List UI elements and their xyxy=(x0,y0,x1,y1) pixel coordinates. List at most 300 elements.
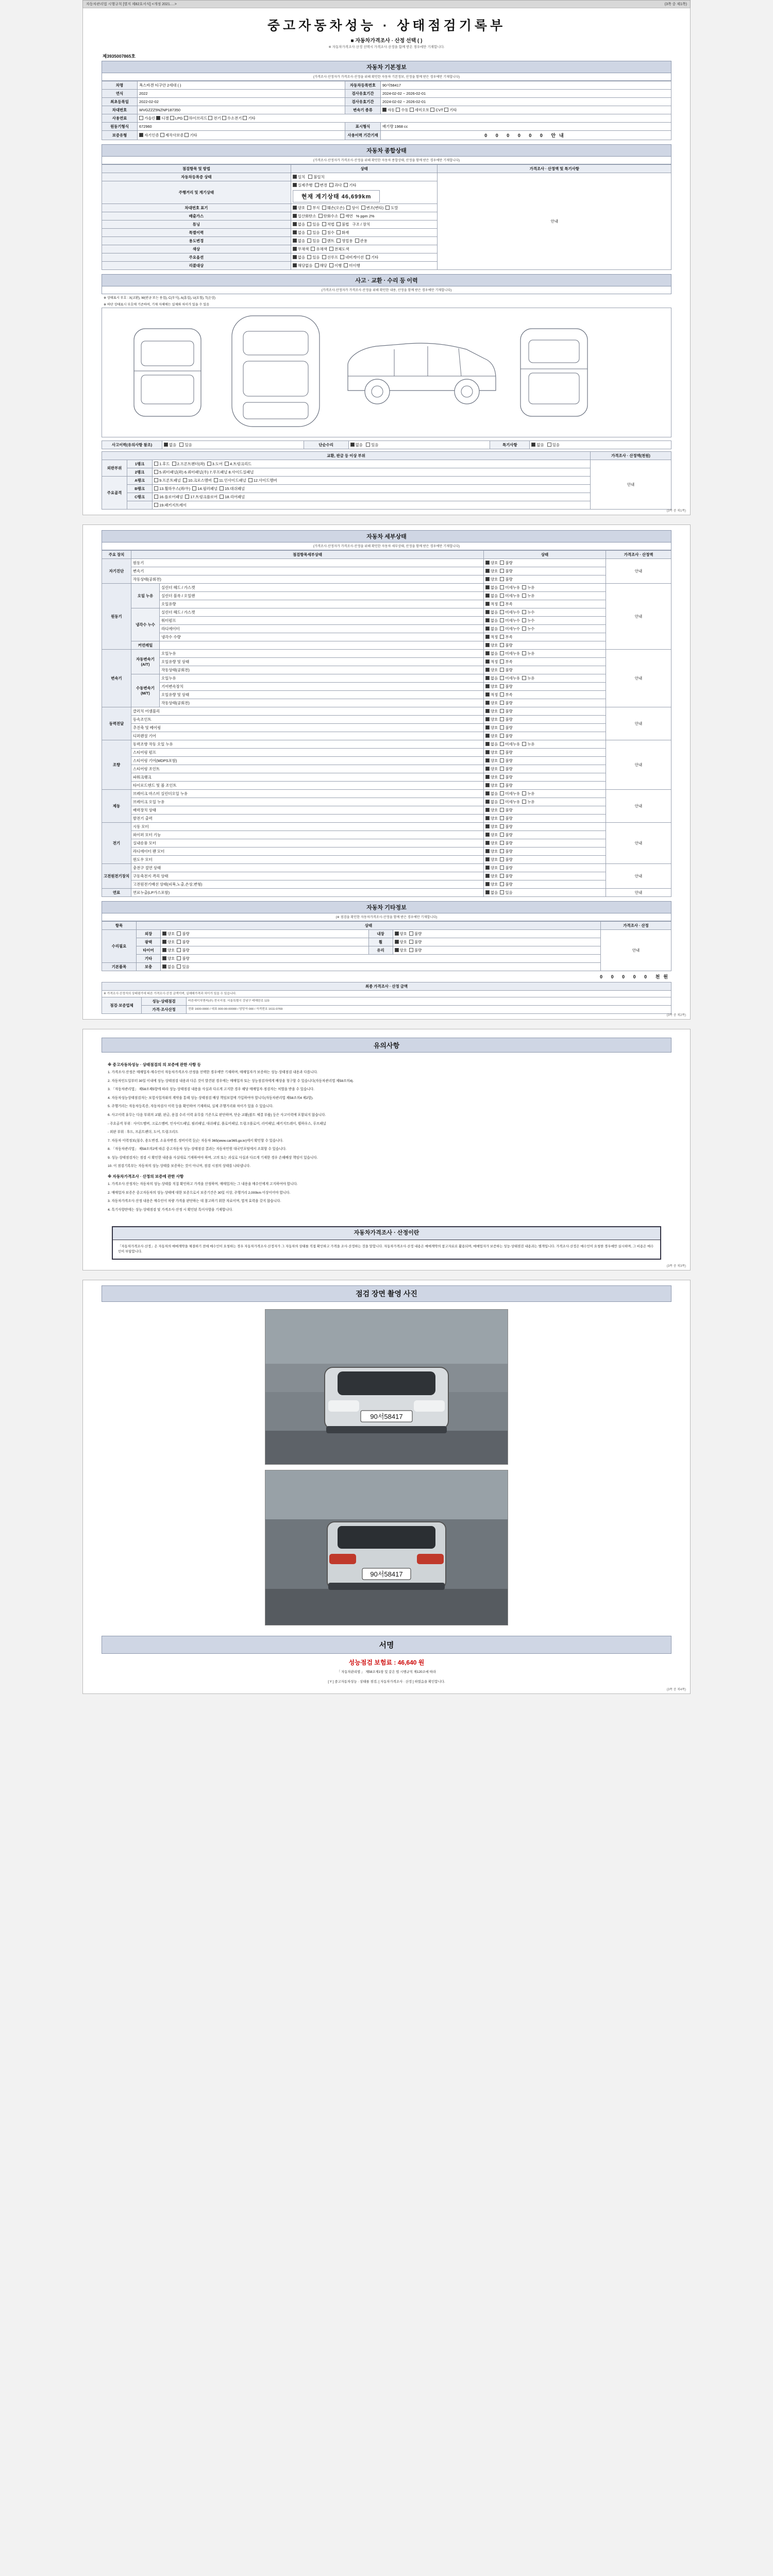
opt-vin-erased: 도말 xyxy=(391,205,398,210)
label-transmission: 변속기 종류 xyxy=(345,106,381,114)
state-clutch: 양호 불량 xyxy=(484,707,606,715)
checkbox-rad-none[interactable] xyxy=(485,626,490,631)
checkbox-mtg-bad[interactable] xyxy=(500,684,504,688)
checkbox-atl-none[interactable] xyxy=(485,651,490,655)
sheet-3 xyxy=(82,1029,691,1270)
checkbox-wm-bad[interactable] xyxy=(500,857,504,861)
checkbox-fuel-gasoline[interactable] xyxy=(139,116,143,120)
checkbox-tuning-illegal[interactable] xyxy=(337,222,341,226)
checkbox-ti-bad[interactable] xyxy=(177,948,181,952)
checkbox-wi-bad[interactable] xyxy=(500,833,504,837)
checkbox-idle-good[interactable] xyxy=(485,577,490,581)
checkbox-bol-minor[interactable] xyxy=(500,800,504,804)
opt-special-flood: 침수 xyxy=(327,230,334,235)
checkbox-usage-yes[interactable] xyxy=(307,239,311,243)
checkbox-so-none[interactable] xyxy=(485,742,490,746)
checkbox-color-chromatic[interactable] xyxy=(311,247,315,251)
checkbox-specialnote-none[interactable] xyxy=(531,443,535,447)
checkbox-color-achromatic[interactable] xyxy=(293,247,297,251)
checkbox-wp-minor[interactable] xyxy=(500,618,504,622)
checkbox-trans-good[interactable] xyxy=(485,569,490,573)
parts-rankb-items: 13.휠하우스(좌/우) 14.필러패널 15.대쉬패널 xyxy=(153,484,591,493)
checkbox-cr-good[interactable] xyxy=(485,643,490,647)
group-fuel: 연료 xyxy=(102,888,131,896)
checkbox-sg-bad[interactable] xyxy=(500,758,504,762)
checkbox-specialnote-yes[interactable] xyxy=(547,443,551,447)
label-inspect-period-2: 검사유효기간 xyxy=(345,97,381,106)
state-polish: 양호 불량 xyxy=(161,938,369,946)
checkbox-wi-good[interactable] xyxy=(485,833,490,837)
checkbox-sj-bad[interactable] xyxy=(500,767,504,771)
checkbox-color-repaint[interactable] xyxy=(329,247,333,251)
checkbox-part-front-panel[interactable] xyxy=(154,478,158,482)
checkbox-cl-ok[interactable] xyxy=(485,635,490,639)
checkbox-part-pillar-panel[interactable] xyxy=(192,486,196,490)
checkbox-usage-rent[interactable] xyxy=(322,239,326,243)
checkbox-tuning-legal[interactable] xyxy=(322,222,326,226)
checkbox-warranty-etc[interactable] xyxy=(184,133,189,137)
item-block-oilpan: 실린더 블록 / 오일팬 xyxy=(160,591,484,600)
checkbox-hb-bad[interactable] xyxy=(500,874,504,878)
guarantee-body: 「자동차가격조사·산정」은 자동차의 매매계약을 체결하기 전에 매수인이 요청하는 경우 자동차가격조사·산정자가 그 자동차의 상태를 직접 확인하고 가격을 조사·산정하는 것을 말합니다. 자동차가격조사·산정 내용은 매매계약의 참고자료로 활용되며, 매매업자가 보증하는 성능·상태점검 내용과는 별개입니다. 가격조사·산정은 매수인이 요청한 경우에만 실시하며, 그 비용은 매수인이 부담합니다. xyxy=(118,1244,654,1254)
checkbox-etc-good[interactable] xyxy=(162,956,166,960)
sheet-4 xyxy=(82,1280,691,1694)
checkbox-option-etc[interactable] xyxy=(366,255,370,259)
checkbox-pc-good[interactable] xyxy=(485,775,490,779)
insurance-fee-value: 46,640 원 xyxy=(397,1659,425,1667)
checkbox-option-yes[interactable] xyxy=(307,255,311,259)
col-state: 상태 xyxy=(291,164,438,173)
checkbox-trans-auto[interactable] xyxy=(382,108,386,112)
checkbox-cr-bad[interactable] xyxy=(500,643,504,647)
checkbox-wh-good[interactable] xyxy=(395,940,399,944)
table-row xyxy=(102,600,671,608)
checkbox-cv-bad[interactable] xyxy=(500,717,504,721)
item-wiper: 와이퍼 모터 기능 xyxy=(131,831,484,839)
table-row xyxy=(102,583,671,591)
detail-col-device: 주요 장치 xyxy=(102,550,131,558)
opt-option-sunroof: 선루프 xyxy=(327,255,339,260)
final-price-table xyxy=(102,982,671,1014)
checkbox-clutch-bad[interactable] xyxy=(500,709,504,713)
row-label-options: 주요옵션 xyxy=(102,253,291,261)
rank-a: A랭크 xyxy=(127,476,153,484)
state-steer-oil: 없음 미세누유 누유 xyxy=(484,740,606,748)
table-row xyxy=(102,814,671,822)
detail-state-table xyxy=(102,550,671,897)
checkbox-part-inside-panel[interactable] xyxy=(214,478,218,482)
row-state-usage-change xyxy=(291,236,438,245)
item-steer-oil: 동력조향 작동 오일 누유 xyxy=(131,740,484,748)
checkbox-reg-match[interactable] xyxy=(293,175,297,179)
checkbox-mtl-leak[interactable] xyxy=(522,676,526,680)
opt-specialnote-none: 없음 xyxy=(536,442,544,447)
checkbox-emission-hc[interactable] xyxy=(318,214,323,218)
checkbox-diff-good[interactable] xyxy=(485,734,490,738)
item-starter: 시동 모터 xyxy=(131,822,484,831)
checkbox-sj-good[interactable] xyxy=(485,767,490,771)
checkbox-hg-leak[interactable] xyxy=(522,585,526,589)
checkbox-pc-bad[interactable] xyxy=(500,775,504,779)
label-warranty: 보증유형 xyxy=(102,130,138,140)
table-row xyxy=(102,591,671,600)
checkbox-warranty-maker[interactable] xyxy=(160,133,164,137)
checkbox-part-rear-panel[interactable] xyxy=(220,495,224,499)
checkbox-tuning-none[interactable] xyxy=(293,222,297,226)
label-engine: 원동기형식 xyxy=(102,122,138,130)
table-row xyxy=(102,938,671,946)
checkbox-gen-bad[interactable] xyxy=(500,816,504,820)
checkbox-wh-bad[interactable] xyxy=(409,940,413,944)
state-tire: 양호 불량 xyxy=(161,946,369,954)
item-mt-leak: 오일누유 xyxy=(160,674,484,682)
checkbox-prop-bad[interactable] xyxy=(500,725,504,730)
checkbox-part-trunk-floor[interactable] xyxy=(185,495,189,499)
checkbox-trans-cvt[interactable] xyxy=(430,108,434,112)
table-row xyxy=(102,575,671,583)
checkbox-bl-bad[interactable] xyxy=(500,841,504,845)
checkbox-mtl-minor[interactable] xyxy=(500,676,504,680)
checkbox-hb-good[interactable] xyxy=(485,874,490,878)
price-engine: 안내 xyxy=(606,583,671,649)
checkbox-vin-diff[interactable] xyxy=(346,206,350,210)
checkbox-emission-co[interactable] xyxy=(293,214,297,218)
item-brake-oil: 브레이크 오일 누유 xyxy=(131,798,484,806)
row-label-registration: 자동차등록증 상태 xyxy=(102,173,291,181)
state-coolant-level: 적정 부족 xyxy=(484,633,606,641)
checkbox-sp-bad[interactable] xyxy=(500,750,504,754)
state-exterior: 양호 불량 xyxy=(161,929,369,938)
table-row xyxy=(102,97,671,106)
checkbox-part-roof-panel[interactable] xyxy=(154,470,158,474)
checkbox-usage-gov[interactable] xyxy=(355,239,359,243)
checkbox-atv-low[interactable] xyxy=(500,659,504,664)
group-powertrain: 동력전달 xyxy=(102,707,131,740)
checkbox-gl-bad[interactable] xyxy=(409,948,413,952)
emission-values: % ppm 2% xyxy=(356,213,375,218)
opt-vin-diff: 상이 xyxy=(351,205,359,210)
checkbox-vin-corrosion[interactable] xyxy=(307,206,311,210)
table-row xyxy=(102,624,671,633)
checkbox-part-floor-panel[interactable] xyxy=(154,495,158,499)
accident-band: 사고 · 교환 · 수리 등 이력 xyxy=(102,274,671,286)
checkbox-part-package-tray[interactable] xyxy=(154,503,158,507)
notice2-p-2: 2. 매매업자 보증은 중고자동차의 성능·상태에 대한 보증으로서 보증기간은 30일 이상, 주행거리 2,000km 이상이어야 합니다. xyxy=(108,1191,291,1195)
table-row xyxy=(102,880,671,888)
state-rad-fan: 양호 불량 xyxy=(484,847,606,855)
checkbox-rad-leak[interactable] xyxy=(522,626,526,631)
checkbox-idle-bad[interactable] xyxy=(500,577,504,581)
checkbox-fuel-diesel[interactable] xyxy=(156,116,160,120)
notice-p-12: 10. 이 점검기록부는 자동차의 성능·상태를 보증하는 것이 아니며, 점검 시점의 상태를 나타냅니다. xyxy=(108,1164,251,1168)
checkbox-simple-yes[interactable] xyxy=(366,443,370,447)
state-steer-gear: 양호 불량 xyxy=(484,756,606,765)
checkbox-part-hood[interactable] xyxy=(154,462,158,466)
checkbox-pol-good[interactable] xyxy=(162,940,166,944)
checkbox-st-bad[interactable] xyxy=(500,824,504,828)
photo-rear xyxy=(265,1470,508,1625)
checkbox-usage-business[interactable] xyxy=(337,239,341,243)
checkbox-rf-good[interactable] xyxy=(485,849,490,853)
checkbox-ol-ok[interactable] xyxy=(485,602,490,606)
checkbox-mtl-none[interactable] xyxy=(485,676,490,680)
checkbox-trans-semi[interactable] xyxy=(410,108,414,112)
item-coolant-head: 실린더 헤드 / 가스켓 xyxy=(160,608,484,616)
checkbox-wm-good[interactable] xyxy=(485,857,490,861)
checkbox-special-fire[interactable] xyxy=(337,230,341,234)
notice-title-2: ※ 자동차가격조사 · 산정의 보증에 관한 사항 xyxy=(108,1174,184,1179)
accident-legend-1: ※ 상태표시 부호 : X(교환), W(판금 또는 용접), C(부식), A(흠집), U(요철), T(손상) xyxy=(104,296,215,300)
opt-color-repaint: 전체도색 xyxy=(334,246,349,251)
checkbox-fuel-etc[interactable] xyxy=(243,116,247,120)
notice-p-5: 5. 주행거리는 자동차등록증, 자동차검사 이력 등을 확인하여 기재하되, 실제 주행거리와 차이가 있을 수 있습니다. xyxy=(108,1105,274,1109)
item-window-motor: 윈도우 모터 xyxy=(131,855,484,863)
checkbox-mileage-excess[interactable] xyxy=(329,183,333,187)
checkbox-part-wheel-house[interactable] xyxy=(154,486,158,490)
checkbox-accident-none[interactable] xyxy=(164,443,168,447)
item-steer-joint: 스티어링 조인트 xyxy=(131,765,484,773)
value-year: 2022 xyxy=(138,89,345,97)
parts-price-head: 가격조사 · 산정액(천원) xyxy=(591,451,671,460)
checkbox-mtv-low[interactable] xyxy=(500,692,504,697)
checkbox-part-front-fender-l[interactable] xyxy=(172,462,176,466)
checkbox-atl-leak[interactable] xyxy=(522,651,526,655)
checkbox-emission-smoke[interactable] xyxy=(340,214,344,218)
form-topbar-left: 자동차관리법 시행규칙 [별지 제82호서식] <개정 2021.…> xyxy=(86,3,177,6)
photo-front-svg xyxy=(265,1310,508,1464)
checkbox-vin-altered[interactable] xyxy=(361,206,365,210)
label-performance-check: 성능·상태점검 xyxy=(142,997,187,1006)
checkbox-accident-yes[interactable] xyxy=(179,443,183,447)
other-note: (※ 점검을 확인한 자동차가격조사·산정을 함께 받은 경우에만 기재합니다) xyxy=(102,913,671,921)
checkbox-hw-bad[interactable] xyxy=(500,882,504,886)
opt-emission-smoke: 매연 xyxy=(345,213,353,218)
checkbox-fuel-ev[interactable] xyxy=(208,116,212,120)
form-topbar-right: (3쪽 중 제1쪽) xyxy=(664,3,687,6)
price-hv-electric: 안내 xyxy=(606,863,671,888)
mileage-value: 현재 계기상태 46,699km xyxy=(293,190,380,202)
item-common-rail xyxy=(160,641,484,649)
checkbox-trans-etc[interactable] xyxy=(444,108,448,112)
checkbox-recall-na[interactable] xyxy=(293,263,297,267)
subgroup-coolant: 냉각수 누수 xyxy=(131,608,160,641)
checkbox-fuel-lpg[interactable] xyxy=(170,116,174,120)
checkbox-etc-bad[interactable] xyxy=(177,956,181,960)
table-row xyxy=(102,616,671,624)
value-car-name: 폭스바겐 티구안 2세대 ( ) xyxy=(138,81,345,89)
checkbox-gen-good[interactable] xyxy=(485,816,490,820)
footer-note-1: 「 자동차관리법 」 제58조제1항 및 같은 법 시행규칙 제120조에 따라 xyxy=(337,1670,436,1674)
checkbox-simple-none[interactable] xyxy=(350,443,355,447)
checkbox-ch-none[interactable] xyxy=(485,610,490,614)
table-row xyxy=(102,715,671,723)
checkbox-mileage-actual[interactable] xyxy=(293,183,297,187)
item-charge-port: 충전구 절연 상태 xyxy=(131,863,484,872)
col-price: 가격조사 · 산정액 및 특기사항 xyxy=(438,164,671,173)
checkbox-part-trunk-lid[interactable] xyxy=(225,462,229,466)
checkbox-ext-bad[interactable] xyxy=(177,931,181,936)
checkbox-mtg-good[interactable] xyxy=(485,684,490,688)
checkbox-tuning-yes[interactable] xyxy=(307,222,311,226)
parts-rankd-items: 19.패키지트레이 xyxy=(153,501,591,509)
opt-tuning-illegal: 불법 xyxy=(342,222,349,227)
checkbox-trans-manual[interactable] xyxy=(396,108,400,112)
price-electric: 안내 xyxy=(606,822,671,863)
checkbox-hg-minor[interactable] xyxy=(500,585,504,589)
checkbox-fl-yes[interactable] xyxy=(500,890,504,894)
checkbox-recall-notdone[interactable] xyxy=(344,263,348,267)
parts-rank2-items: 5.쿼터패널(좌) 6.쿼터패널(우) 7.루프패널 8.사이드실패널 xyxy=(153,468,591,476)
state-hv-wiring: 양호 불량 xyxy=(484,880,606,888)
value-performance-check: 바른에이치앤씨(주) 전국지점. 서울특별시 강남구 테헤란로 123 xyxy=(187,997,671,1006)
checkbox-special-yes[interactable] xyxy=(307,230,311,234)
table-row xyxy=(102,990,671,997)
checkbox-ext-good[interactable] xyxy=(162,931,166,936)
state-brake-oil: 없음 미세누유 누유 xyxy=(484,798,606,806)
checkbox-rad-minor[interactable] xyxy=(500,626,504,631)
checkbox-sup-none[interactable] xyxy=(162,964,166,969)
checkbox-mtv-ok[interactable] xyxy=(485,692,490,697)
checkbox-bo-minor[interactable] xyxy=(500,594,504,598)
label-fuel: 사용연료 xyxy=(102,114,138,122)
photo-section-header: 점검 장면 촬영 사진 xyxy=(102,1285,671,1302)
checkbox-part-side-member[interactable] xyxy=(248,478,253,482)
checkbox-prop-good[interactable] xyxy=(485,725,490,730)
table-row xyxy=(102,649,671,657)
checkbox-tr-good[interactable] xyxy=(485,783,490,787)
checkbox-mc-none[interactable] xyxy=(485,791,490,795)
checkbox-atv-ok[interactable] xyxy=(485,659,490,664)
opt-vin-good: 양호 xyxy=(297,205,306,210)
table-row xyxy=(102,558,671,567)
checkbox-vin-damage[interactable] xyxy=(322,206,326,210)
checkbox-special-flood[interactable] xyxy=(322,230,326,234)
checkbox-bol-leak[interactable] xyxy=(522,800,526,804)
checkbox-reg-mismatch[interactable] xyxy=(308,175,312,179)
checkbox-st-good[interactable] xyxy=(485,824,490,828)
checkbox-wp-leak[interactable] xyxy=(522,618,526,622)
checkbox-ol-low[interactable] xyxy=(500,602,504,606)
checkbox-pol-bad[interactable] xyxy=(177,940,181,944)
checkbox-bo-none[interactable] xyxy=(485,594,490,598)
checkbox-bol-none[interactable] xyxy=(485,800,490,804)
notice-p-3: 3. 「자동차관리법」 제58조제5항에 따라 성능·상태점검 내용을 사실과 다르게 고지한 경우 해당 매매업자·점검자는 처벌을 받을 수 있습니다. xyxy=(108,1088,314,1092)
checkbox-sup-yes[interactable] xyxy=(177,964,181,969)
checkbox-gl-good[interactable] xyxy=(395,948,399,952)
checkbox-mti-good[interactable] xyxy=(485,701,490,705)
row-label-usage-change: 용도변경 xyxy=(102,236,291,245)
state-tie-rod: 양호 불량 xyxy=(484,781,606,789)
other-col-item: 항목 xyxy=(102,921,137,929)
checkbox-clutch-good[interactable] xyxy=(485,709,490,713)
subgroup-at: 자동변속기(A/T) xyxy=(131,649,160,674)
checkbox-so-leak[interactable] xyxy=(522,742,526,746)
checkbox-hw-good[interactable] xyxy=(485,882,490,886)
checkbox-warranty-self[interactable] xyxy=(139,133,143,137)
checkbox-bs-good[interactable] xyxy=(485,808,490,812)
checkbox-rf-bad[interactable] xyxy=(500,849,504,853)
checkbox-int-good[interactable] xyxy=(395,931,399,936)
checkbox-recall-yes[interactable] xyxy=(315,263,319,267)
checkbox-hg-none[interactable] xyxy=(485,585,490,589)
checkbox-mileage-changed[interactable] xyxy=(315,183,319,187)
state-master-cyl: 없음 미세누유 누유 xyxy=(484,789,606,798)
checkbox-engine-good[interactable] xyxy=(485,561,490,565)
checkbox-diff-bad[interactable] xyxy=(500,734,504,738)
value-price-survey: 전화 1600-0000 / 대표 000-00-00000 / 담당자 000 / 자격번호 1611-0769 xyxy=(187,1006,671,1014)
checkbox-ch-leak[interactable] xyxy=(522,610,526,614)
checkbox-wp-none[interactable] xyxy=(485,618,490,622)
checkbox-option-sunroof[interactable] xyxy=(322,255,326,259)
checkbox-usage-none[interactable] xyxy=(293,239,297,243)
checkbox-mti-bad[interactable] xyxy=(500,701,504,705)
checkbox-part-front-fender-r[interactable] xyxy=(207,462,211,466)
checkbox-special-none[interactable] xyxy=(293,230,297,234)
item-engine: 원동기 xyxy=(131,558,484,567)
checkbox-sg-good[interactable] xyxy=(485,758,490,762)
checkbox-engine-bad[interactable] xyxy=(500,561,504,565)
table-row xyxy=(102,962,671,971)
state-differential: 양호 불량 xyxy=(484,732,606,740)
checkbox-fuel-hydrogen[interactable] xyxy=(222,116,226,120)
opt-specialnote-yes: 있음 xyxy=(552,442,560,447)
checkbox-ti-good[interactable] xyxy=(162,948,166,952)
checkbox-recall-done[interactable] xyxy=(329,263,333,267)
checkbox-option-none[interactable] xyxy=(293,255,297,259)
table-row xyxy=(102,608,671,616)
checkbox-ati-bad[interactable] xyxy=(500,668,504,672)
state-interior: 양호 불량 xyxy=(393,929,601,938)
checkbox-trans-bad[interactable] xyxy=(500,569,504,573)
state-blower: 양호 불량 xyxy=(484,839,606,847)
checkbox-atl-minor[interactable] xyxy=(500,651,504,655)
checkbox-ch-minor[interactable] xyxy=(500,610,504,614)
checkbox-vin-good[interactable] xyxy=(293,206,297,210)
label-price-survey: 가격·조사산정 xyxy=(142,1006,187,1014)
checkbox-cv-good[interactable] xyxy=(485,717,490,721)
checkbox-mileage-etc[interactable] xyxy=(344,183,348,187)
checkbox-bl-good[interactable] xyxy=(485,841,490,845)
state-transmission: 양호 불량 xyxy=(484,567,606,575)
value-inspect-period-2: 2024-02-02 ~ 2026-02-01 xyxy=(381,97,671,106)
checkbox-bo-leak[interactable] xyxy=(522,594,526,598)
checkbox-part-dash-panel[interactable] xyxy=(220,486,224,490)
checkbox-fl-none[interactable] xyxy=(485,890,490,894)
opt-usage-none: 없음 xyxy=(297,238,306,243)
checkbox-mc-leak[interactable] xyxy=(522,791,526,795)
checkbox-int-bad[interactable] xyxy=(409,931,413,936)
notice-p-11: 9. 성능·상태점검자는 점검 시 확인한 내용을 사실대로 기재하여야 하며, 고의 또는 과실로 사실과 다르게 기재한 경우 손해배상 책임이 있습니다. xyxy=(108,1156,318,1160)
notice-p-1: 1. 가격조사·산정은 매매업자·매수인이 자동차가격조사·산정을 선택한 경우에만 기재하며, 매매업자가 보증하는 성능·상태점검 내용과 다릅니다. xyxy=(108,1071,318,1075)
checkbox-cp-good[interactable] xyxy=(485,866,490,870)
checkbox-part-cross-member[interactable] xyxy=(183,478,187,482)
item-mt-gear: 기어변속장치 xyxy=(160,682,484,690)
checkbox-bs-bad[interactable] xyxy=(500,808,504,812)
checkbox-mc-minor[interactable] xyxy=(500,791,504,795)
checkbox-tr-bad[interactable] xyxy=(500,783,504,787)
checkbox-cp-bad[interactable] xyxy=(500,866,504,870)
state-supplement: 없음 있음 xyxy=(161,962,601,971)
checkbox-so-minor[interactable] xyxy=(500,742,504,746)
row-state-registration xyxy=(291,173,438,181)
checkbox-sp-good[interactable] xyxy=(485,750,490,754)
label-tire: 타이어 xyxy=(137,946,161,954)
checkbox-fuel-hybrid[interactable] xyxy=(184,116,188,120)
checkbox-vin-erased[interactable] xyxy=(385,206,390,210)
checkbox-option-nav[interactable] xyxy=(340,255,344,259)
checkbox-cl-low[interactable] xyxy=(500,635,504,639)
checkbox-ati-good[interactable] xyxy=(485,668,490,672)
